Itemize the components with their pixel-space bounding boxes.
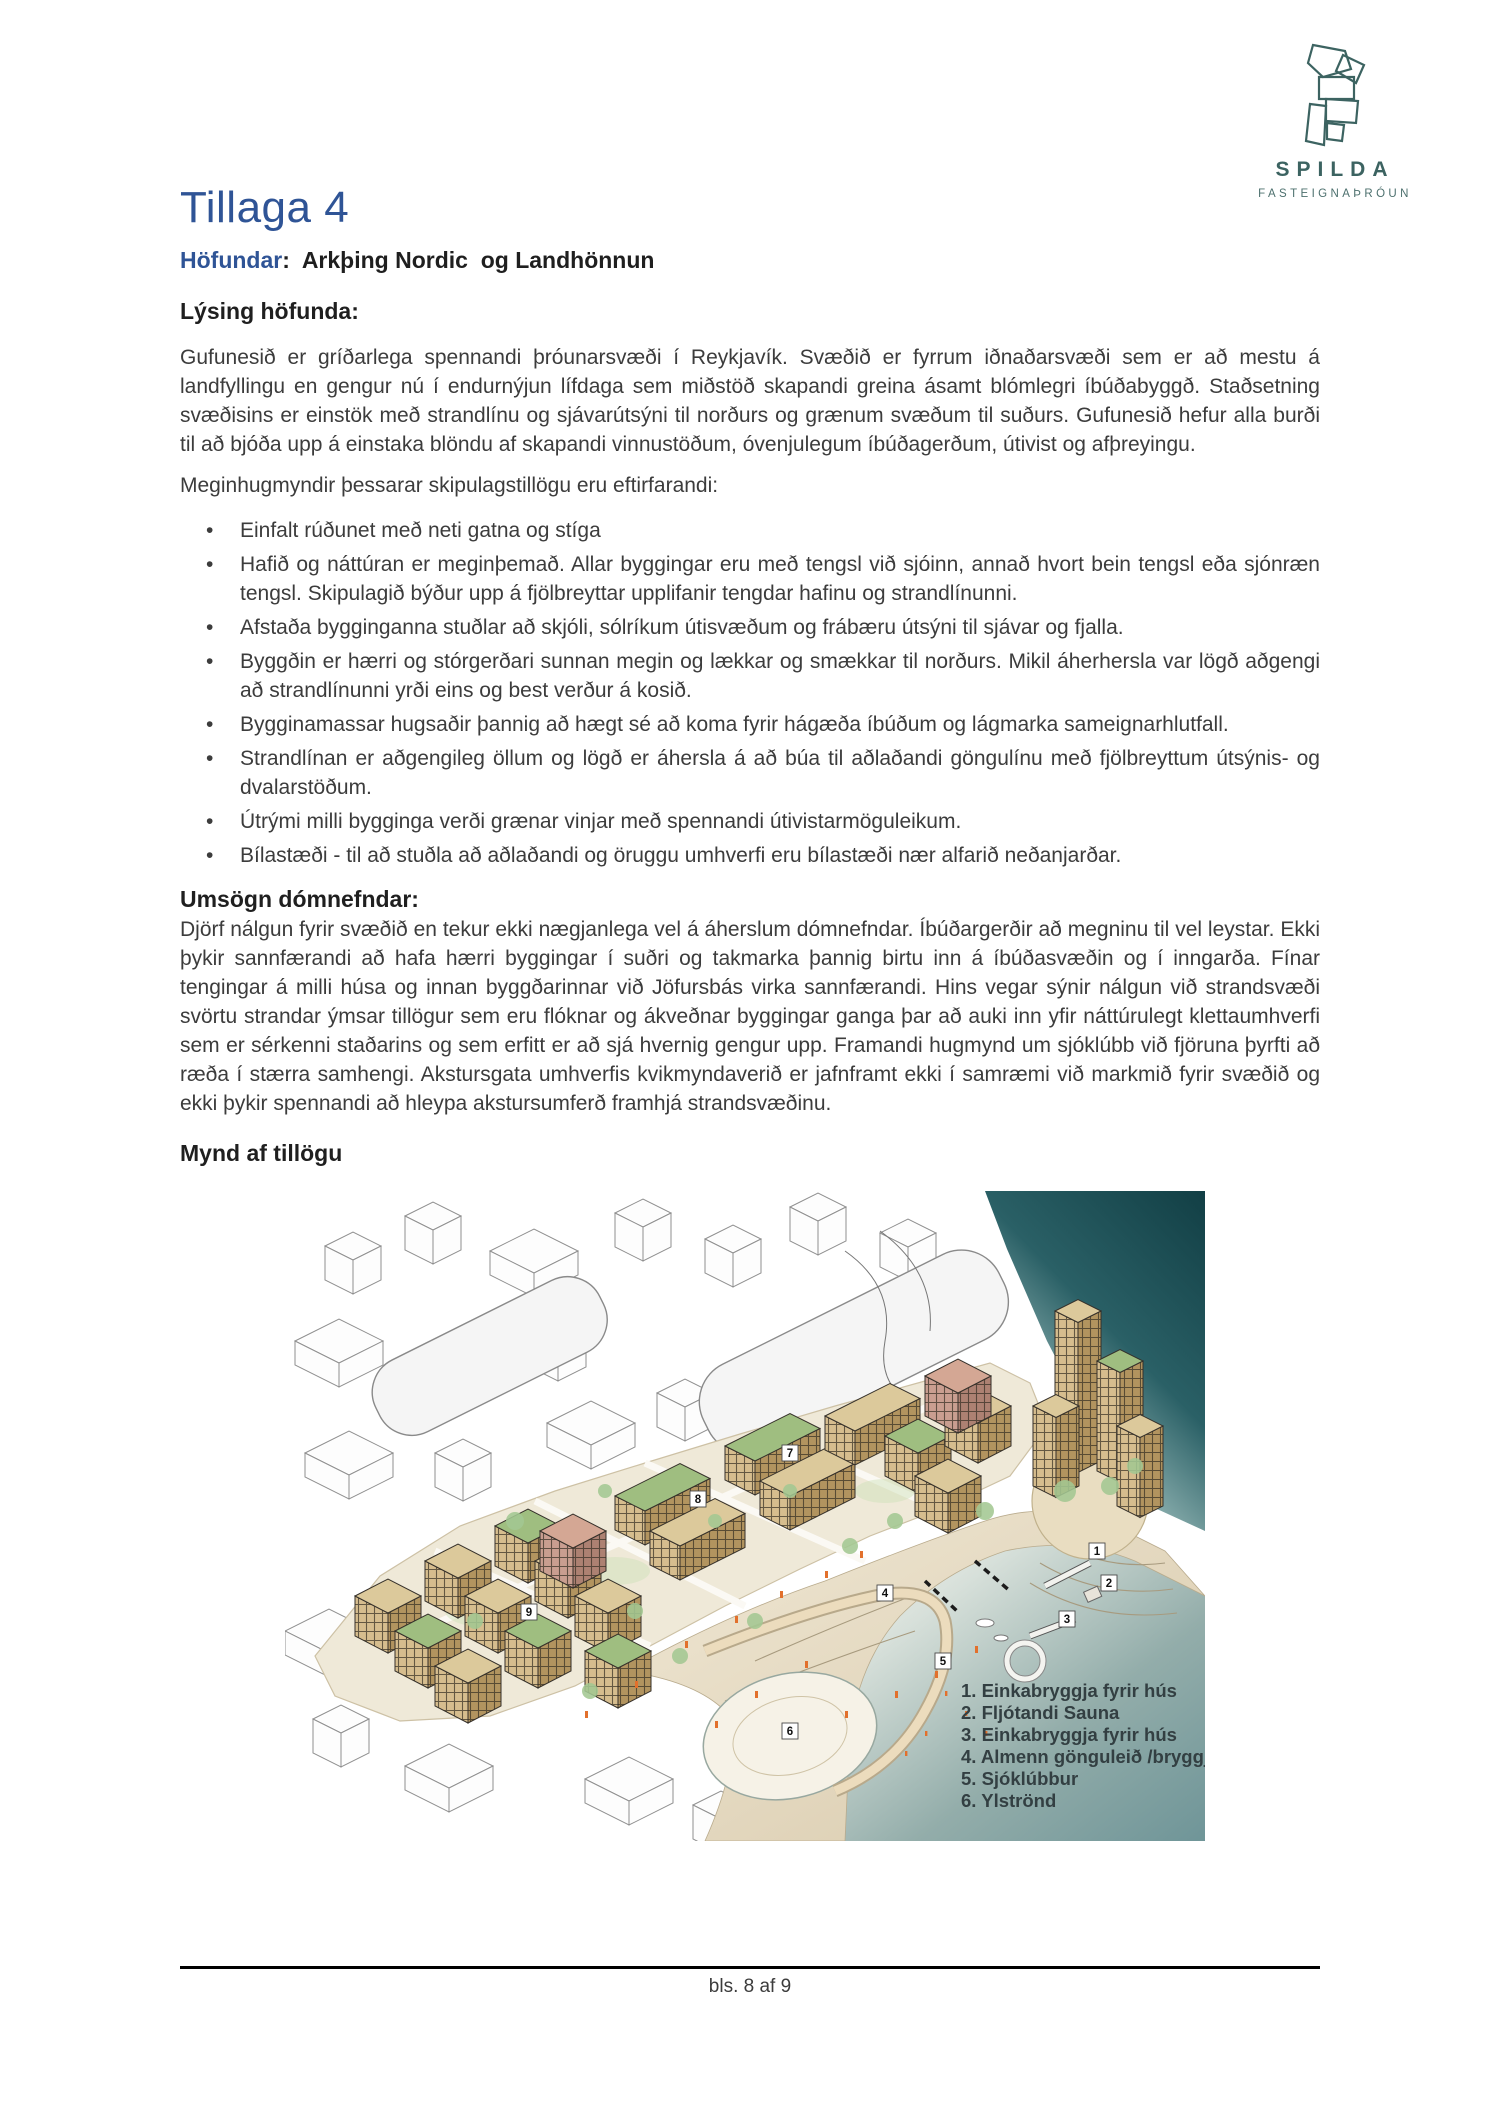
authors-line	[180, 247, 1320, 274]
company-logo	[1250, 42, 1420, 200]
image-heading: Mynd af tillögu	[180, 1140, 343, 1166]
authors-value: Arkþing Nordic og Landhönnun	[301, 247, 655, 273]
logo-subtitle: FASTEIGNAÞRÓUN	[1258, 188, 1412, 200]
legend-item: 3. Einkabryggja fyrir hús	[961, 1724, 1177, 1745]
page-number: bls. 8 af 9	[708, 1976, 792, 1997]
legend-item: 1. Einkabryggja fyrir hús	[961, 1680, 1177, 1701]
review-paragraph: Djörf nálgun fyrir svæðið en tekur ekki nægjanlega vel á áherslum dómnefndar. Íbúðargerðir að megninu til vel leystar. Ekki þykir sannfærandi að hafa hærri byggingar í suðri og takmarka þannig birtu inn á íbúðasvæðin og í inngarða. Fínar tengingar á milli húsa og innan byggðarinnar við Jöfursbás virka sannfærandi. Hins vegar sýnir nálgun við strandsvæði svörtu strandar ýmsar tillögur sem eru flóknar og ákveðnar byggingar ganga þar að auki inn yfir náttúrulegt klettaumhverfi sem er sérkenni staðarins og sem erfitt er að sjá hvernig gengur upp. Framandi hugmynd um sjóklúbb við fjöruna þyrfti að ræða í stærra samhengi. Akstursgata umhverfis kvikmyndaverið er jafnframt ekki í samræmi við markmið fyrir svæðið og ekki þykir spennandi að hleypa akstursumferð framhjá strandsvæðinu.	[180, 918, 1320, 1115]
masterplan-axonometric-image	[285, 1191, 1205, 1841]
page-footer	[180, 1966, 1320, 1998]
authors-separator: :	[282, 247, 302, 273]
marker-3	[1059, 1611, 1075, 1627]
logo-name: SPILDA	[1275, 158, 1395, 181]
list-item: • Afstaða bygginganna stuðlar að skjóli, sólríkum útisvæðum og frábæru útsýni til sjávar og fjalla.	[180, 613, 1320, 642]
marker-8	[690, 1491, 706, 1507]
list-item: • Byggðin er hærri og stórgerðari sunnan megin og lækkar og smækkar til norðurs. Mikil áherhersla var lögð aðgengi að strandlínunni yrði eins og best verður á kosið.	[180, 647, 1320, 705]
marker-9	[521, 1604, 537, 1620]
footer-divider	[180, 1966, 1320, 1969]
authors-label: Höfundar	[180, 247, 283, 273]
proposal-illustration	[285, 1191, 1205, 1841]
marker-6	[782, 1723, 798, 1739]
description-heading: Lýsing höfunda:	[180, 298, 359, 324]
svg-text:5: 5	[939, 1656, 947, 1668]
svg-text:9: 9	[525, 1607, 533, 1619]
svg-text:4: 4	[881, 1588, 889, 1600]
marker-5	[935, 1653, 951, 1669]
marker-2	[1101, 1575, 1117, 1591]
list-item: • Hafið og náttúran er meginþemað. Allar byggingar eru með tengsl við sjóinn, annað hvort bein tengsl eða sjónræn tengsl. Skipulagið býður upp á fjölbreyttar upplifanir tengdar hafinu og strandlínunni.	[180, 550, 1320, 608]
legend-item: 6. Ylströnd	[961, 1790, 1057, 1811]
description-paragraph: Gufunesið er gríðarlega spennandi þróunarsvæði í Reykjavík. Svæðið er fyrrum iðnaðarsvæði sem er að mestu á landfyllingu en gengur nú í endurnýjun lífdaga sem miðstöð skapandi greina ásamt blómlegri íbúðabyggð. Staðsetning svæðisins er einstök með strandlínu og sjávarútsýni til norðurs og grænum svæðum til suðurs. Gufunesið hefur alla burði til að bjóða upp á einstaka blöndu af skapandi vinnustöðum, óvenjulegum íbúðagerðum, útivist og afþreyingu.	[180, 346, 1320, 456]
svg-text:2: 2	[1105, 1578, 1113, 1590]
svg-text:8: 8	[694, 1494, 702, 1506]
svg-text:6: 6	[786, 1726, 794, 1738]
main-ideas-list	[180, 516, 1320, 870]
list-item: • Útrými milli bygginga verði grænar vinjar með spennandi útivistarmöguleikum.	[180, 807, 1320, 836]
main-ideas-intro: Meginhugmyndir þessarar skipulagstillögu eru eftirfarandi:	[180, 474, 719, 497]
list-item: • Strandlínan er aðgengileg öllum og lögð er áhersla á að búa til aðlaðandi göngulínu með fjölbreyttum útsýnis- og dvalarstöðum.	[180, 744, 1320, 802]
marker-7	[782, 1445, 798, 1461]
review-heading: Umsögn dómnefndar:	[180, 886, 419, 912]
marker-4	[877, 1585, 893, 1601]
marker-1	[1089, 1543, 1105, 1559]
list-item: • Bygginamassar hugsaðir þannig að hægt sé að koma fyrir hágæða íbúðum og lágmarka sameignarhlutfall.	[180, 710, 1320, 739]
legend-item: 5. Sjóklúbbur	[961, 1768, 1079, 1789]
legend-item: 2. Fljótandi Sauna	[961, 1702, 1120, 1723]
svg-text:7: 7	[786, 1448, 794, 1460]
page-title: Tillaga 4	[180, 183, 350, 232]
svg-text:1: 1	[1093, 1546, 1101, 1558]
legend-item: 4. Almenn gönguleið /bryggja	[961, 1746, 1205, 1767]
list-item: • Einfalt rúðunet með neti gatna og stíga	[180, 516, 1320, 545]
list-item: • Bílastæði - til að stuðla að aðlaðandi og öruggu umhverfi eru bílastæði nær alfarið neðanjarðar.	[180, 841, 1320, 870]
logo-mark-icon	[1291, 42, 1379, 148]
svg-text:3: 3	[1063, 1614, 1071, 1626]
